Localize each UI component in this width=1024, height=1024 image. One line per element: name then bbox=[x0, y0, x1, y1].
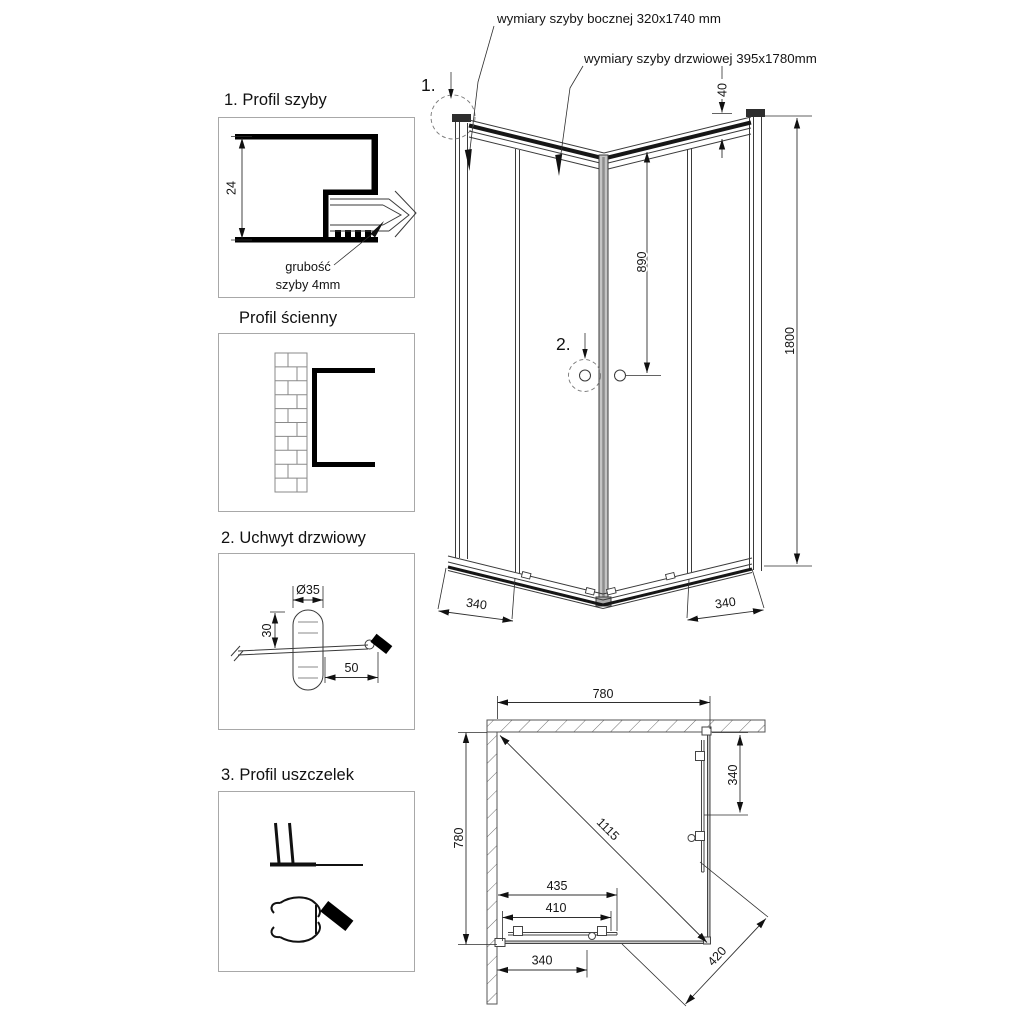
dim-diagonal: 1115 bbox=[593, 815, 622, 844]
dim-right-fixed-panel: 340 bbox=[726, 764, 740, 786]
dim-left-panel: 340 bbox=[465, 595, 488, 613]
dim-width-top: 780 bbox=[592, 687, 614, 701]
top-rail-right bbox=[604, 117, 751, 170]
side-glass-leader bbox=[469, 26, 495, 162]
roller-plan-3 bbox=[514, 927, 523, 936]
dim-opening-diagonal: 420 bbox=[704, 943, 730, 969]
wall-profile-drawing bbox=[275, 353, 375, 492]
top-wall-hatched bbox=[487, 720, 765, 732]
detail-marker-2: 2. bbox=[556, 334, 571, 354]
glass-edge-line bbox=[238, 645, 368, 655]
left-post-cap bbox=[452, 114, 471, 122]
panel-door-handle-title: 2. Uchwyt drzwiowy bbox=[221, 529, 366, 547]
right-door-handle bbox=[615, 370, 626, 381]
seal-profile-bottom bbox=[272, 897, 320, 941]
dim-right-panel: 340 bbox=[714, 594, 737, 612]
main-view-drawing bbox=[431, 26, 812, 621]
dim-handle-length: 50 bbox=[344, 661, 359, 675]
left-post bbox=[456, 122, 468, 559]
right-post bbox=[750, 117, 762, 571]
dim-total-height: 1800 bbox=[783, 327, 797, 355]
detail-marker-1: 1. bbox=[421, 75, 436, 95]
dim-bottom-fixed-panel: 340 bbox=[531, 953, 553, 968]
glass-break-marks bbox=[231, 646, 243, 661]
glass-profile-drawing bbox=[225, 134, 417, 265]
seal-profile-drawing bbox=[270, 823, 363, 942]
roller-plan-1 bbox=[696, 752, 705, 761]
top-view-drawing bbox=[452, 687, 768, 1006]
glass-break-chevron bbox=[383, 191, 416, 237]
left-door-handle bbox=[580, 370, 591, 381]
marker-1-arrow bbox=[448, 89, 453, 99]
left-wall-hatched bbox=[487, 732, 497, 1004]
door-handle-drawing bbox=[231, 583, 392, 690]
roller-plan-4 bbox=[598, 927, 607, 936]
dim-handle-offset: 30 bbox=[260, 623, 274, 638]
panel-seal-profile-title: 3. Profil uszczelek bbox=[221, 766, 354, 784]
glass-thickness-note-line2: szyby 4mm bbox=[275, 277, 341, 293]
note-leader-arrow bbox=[371, 221, 385, 238]
wall-bracket-left bbox=[495, 939, 505, 947]
dim-depth-left: 780 bbox=[452, 827, 466, 849]
glass-thickness-note-line1: grubość bbox=[285, 259, 331, 274]
panel-wall-profile-title: Profil ścienny bbox=[239, 309, 338, 327]
door-glass-size-label: wymiary szyby drzwiowej 395x1780mm bbox=[584, 51, 817, 66]
dim-top-profile: 40 bbox=[715, 83, 730, 97]
dim-profile-height: 24 bbox=[224, 181, 239, 195]
roller-plan-2 bbox=[696, 832, 705, 841]
panel-glass-profile-title: 1. Profil szyby bbox=[224, 91, 327, 109]
brick-wall bbox=[275, 353, 307, 492]
screw-wedge bbox=[370, 634, 392, 654]
top-rail-left bbox=[469, 120, 604, 170]
marker-2-arrow bbox=[582, 349, 587, 359]
detail-circle-handle bbox=[569, 360, 601, 392]
dim-door-inner: 410 bbox=[545, 901, 567, 915]
dim-handle-height: 890 bbox=[635, 251, 649, 273]
seal-wedge bbox=[320, 901, 353, 931]
dim-handle-diameter: Ø35 bbox=[296, 583, 320, 597]
side-glass-size-label: wymiary szyby bocznej 320x1740 mm bbox=[497, 11, 721, 26]
seal-profile-top bbox=[270, 823, 363, 865]
right-post-cap bbox=[746, 109, 765, 117]
dim-door-outer: 435 bbox=[546, 879, 568, 893]
